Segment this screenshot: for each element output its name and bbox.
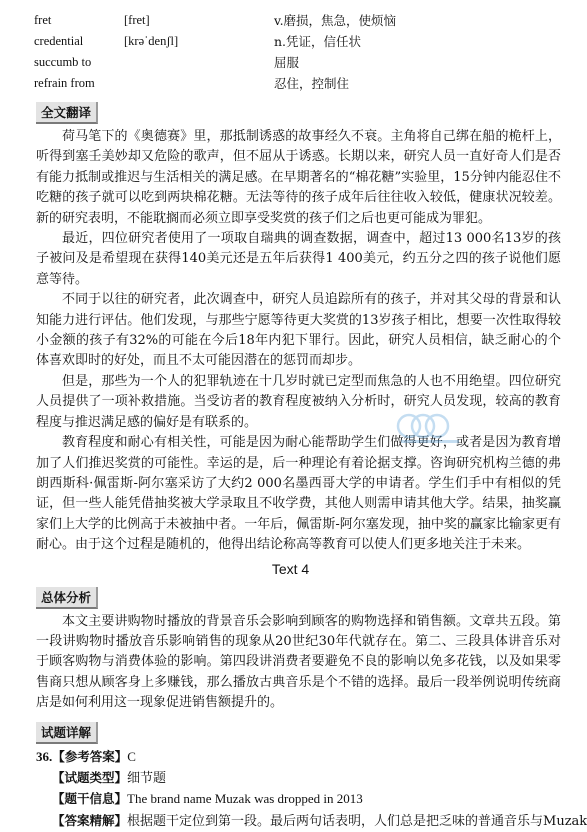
vocab-table (34, 10, 579, 94)
watermark-logo-icon (395, 410, 465, 446)
translation-paragraph: 教育程度和耐心有相关性，可能是因为耐心能帮助学生们做得更好，或者是因为教育增加了人们推迟奖赏的可能性。幸运的是，后一种理论有着论据支撑。咨询研究机构兰德的弗朗西斯科·佩雷斯-阿尔塞采访了大约2 000名墨西哥大学的申请者。学生们手中有相似的凭证，但一些人能凭借抽奖被大学录取且不收学费，其他人则需申请其他大学。结果，抽奖赢家们上大学的比例高于未被抽中者。一年后，佩雷斯-阿尔塞发现，抽中奖的赢家比输家更有耐心。由于这个过程是随机的，他得出结论称高等教育可以使人们更多地关注于未来。 (36, 435, 561, 553)
stem-line (18, 789, 563, 810)
vocab-row (34, 31, 579, 52)
analysis-label: 【答案精解】 (52, 812, 128, 828)
details-heading: 试题详解 (36, 722, 98, 744)
analysis-line (18, 811, 587, 832)
vocab-meaning: n.凭证，信任状 (274, 34, 362, 49)
analysis-value: 根据题干定位到第一段。最后两句话表明，人们总是把乏味的普通音乐与Muzak (127, 813, 587, 829)
stem-value: The brand name Muzak was dropped in 2013 (127, 791, 363, 807)
vocab-phonetic (124, 52, 274, 73)
vocab-word: credential (34, 34, 84, 48)
vocab-row (34, 10, 579, 31)
type-value: 细节题 (127, 770, 167, 786)
vocab-meaning: v.磨损，焦急，使烦恼 (274, 13, 397, 28)
type-label: 【试题类型】 (52, 769, 128, 785)
vocab-phonetic: [krəˈdenʃl] (124, 34, 179, 48)
overview-heading: 总体分析 (36, 587, 98, 609)
vocab-meaning: 屈服 (274, 55, 300, 70)
translation-paragraph: 不同于以往的研究者，此次调查中，研究人员追踪所有的孩子，并对其父母的背景和认知能力进行评估。他们发现，与那些宁愿等待更大奖赏的13岁孩子相比，想要一次性取得较小金额的孩子有32%的可能在今后18年内犯下罪行。因此，研究人员相信，缺乏耐心的个体喜欢即时的好处，而且不太可能因潜在的惩罚而却步。 (36, 292, 561, 369)
answer-label: 【参考答案】 (52, 748, 128, 764)
vocab-row (34, 52, 579, 73)
vocab-word: succumb to (34, 55, 92, 69)
answer-line (18, 747, 563, 768)
vocab-word: fret (34, 13, 52, 27)
answer-value: C (127, 748, 136, 764)
stem-label: 【题干信息】 (52, 791, 128, 807)
vocab-phonetic: [fret] (124, 13, 150, 27)
vocab-row (34, 73, 579, 94)
translation-heading: 全文翻译 (36, 102, 98, 124)
vocab-phonetic (124, 73, 274, 94)
vocab-word: refrain from (34, 76, 95, 90)
translation-paragraph: 但是，那些为一个人的犯罪轨迹在十几岁时就已定型而焦急的人也不用绝望。四位研究人员提供了一项补救措施。当受访者的教育程度被纳入分析时，研究人员发现，较高的教育程度与推迟满足感的偏好是有联系的。 (36, 373, 561, 430)
text4-title: Text 4 (271, 560, 310, 577)
vocab-meaning: 忍住，控制住 (274, 76, 350, 91)
question-number: 36. (36, 748, 53, 764)
translation-paragraph: 荷马笔下的《奥德赛》里，那抵制诱惑的故事经久不衰。主角将自己绑在船的桅杆上，听得到塞壬美妙却又危险的歌声，但不屈从于诱惑。长期以来，研究人员一直好奇人们是否有能力抵制或推迟与生活相关的满足感。在早期著名的“棉花糖”实验里，15分钟内能忍住不吃糖的孩子就可以吃到两块棉花糖。无法等待的孩子成年后往往收入较低，健康状况较差。新的研究表明，不能耽搁而必须立即享受奖赏的孩子们之后也更可能成为罪犯。 (36, 129, 561, 226)
overview-paragraph: 本文主要讲购物时播放的背景音乐会影响到顾客的购物选择和销售额。文章共五段。第一段讲购物时播放音乐影响销售的现象从20世纪30年代就存在。第二、三段具体讲音乐对于顾客购物与消费体验的影响。第四段讲消费者要避免不良的影响以免多花钱，以及如果零售商只想从顾客身上多赚钱，那么播放古典音乐是个不错的选择。最后一段举例说明传统商店是如何利用这一现象促进销售额提升的。 (36, 613, 561, 711)
type-line (18, 768, 563, 789)
translation-paragraph: 最近，四位研究者使用了一项取自瑞典的调查数据，调查中，超过13 000名13岁的孩子被问及是希望现在获得140美元还是五年后获得1 400美元，约五分之四的孩子说他们愿意等待。 (36, 231, 561, 287)
